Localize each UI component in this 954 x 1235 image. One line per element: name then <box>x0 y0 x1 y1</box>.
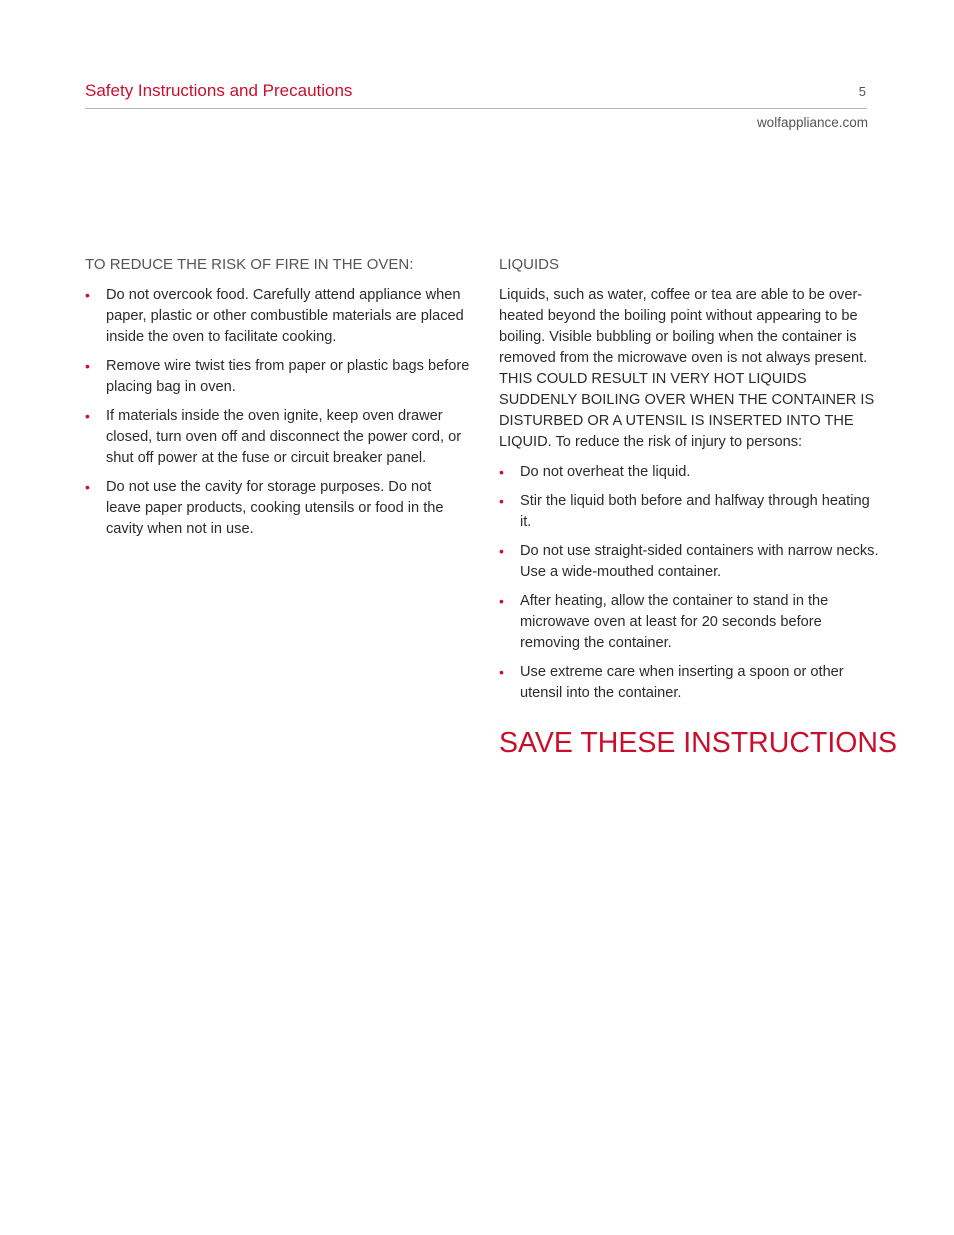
list-item <box>85 285 470 348</box>
list-item-text: Remove wire twist ties from paper or plastic bags before placing bag in oven. <box>106 358 470 395</box>
list-item <box>499 462 881 483</box>
save-instructions-heading: SAVE THESE INSTRUCTIONS <box>499 727 898 759</box>
bullet-icon: • <box>499 543 504 559</box>
fire-risk-list <box>85 285 470 540</box>
bullet-icon: • <box>499 464 504 480</box>
page-number: 5 <box>858 84 866 99</box>
bullet-icon: • <box>499 664 504 680</box>
liquids-heading: LIQUIDS <box>499 256 560 273</box>
bullet-icon: • <box>85 408 90 424</box>
list-item <box>499 541 881 583</box>
list-item <box>85 356 470 398</box>
list-item-text: After heating, allow the container to stand in the microwave oven at least for 20 seconds before removing the container. <box>520 593 829 651</box>
left-column <box>85 254 470 548</box>
bullet-icon: • <box>85 358 90 374</box>
list-item <box>85 406 470 469</box>
liquids-paragraph: Liquids, such as water, coffee or tea are able to be over-heated beyond the boiling point without appearing to be boiling. Visible bubbling or boiling when the container is removed from the microwave oven is not always present. THIS COULD RESULT IN VERY HOT LIQUIDS SUDDENLY BOILING OVER WHEN THE CONTAINER IS DISTURBED OR A UTENSIL IS INSERTED INTO THE LIQUID. To reduce the risk of injury to persons: <box>499 287 875 450</box>
list-item-text: Do not use straight-sided containers with narrow necks. Use a wide-mouthed container. <box>520 543 879 580</box>
list-item-text: Use extreme care when inserting a spoon or other utensil into the container. <box>520 664 844 701</box>
section-title: Safety Instructions and Precautions <box>85 81 353 100</box>
list-item-text: Do not overheat the liquid. <box>520 464 691 480</box>
list-item <box>85 477 470 540</box>
list-item <box>499 491 881 533</box>
bullet-icon: • <box>499 593 504 609</box>
header-divider <box>85 108 867 109</box>
bullet-icon: • <box>85 479 90 495</box>
list-item-text: If materials inside the oven ignite, keep oven drawer closed, turn oven off and disconnect the power cord, or shut off power at the fuse or circuit breaker panel. <box>106 408 462 466</box>
website-url: wolfappliance.com <box>756 115 868 130</box>
bullet-icon: • <box>85 287 90 303</box>
list-item-text: Do not use the cavity for storage purposes. Do not leave paper products, cooking utensils or food in the cavity when not in use. <box>106 479 444 537</box>
list-item-text: Stir the liquid both before and halfway through heating it. <box>520 493 870 530</box>
right-column <box>499 254 898 760</box>
list-item <box>499 591 881 654</box>
bullet-icon: • <box>499 493 504 509</box>
liquids-list <box>499 462 881 704</box>
list-item-text: Do not overcook food. Carefully attend appliance when paper, plastic or other combustible materials are placed inside the oven to facilitate cooking. <box>106 287 464 345</box>
list-item <box>499 662 881 704</box>
fire-risk-heading: TO REDUCE THE RISK OF FIRE IN THE OVEN: <box>85 256 414 273</box>
